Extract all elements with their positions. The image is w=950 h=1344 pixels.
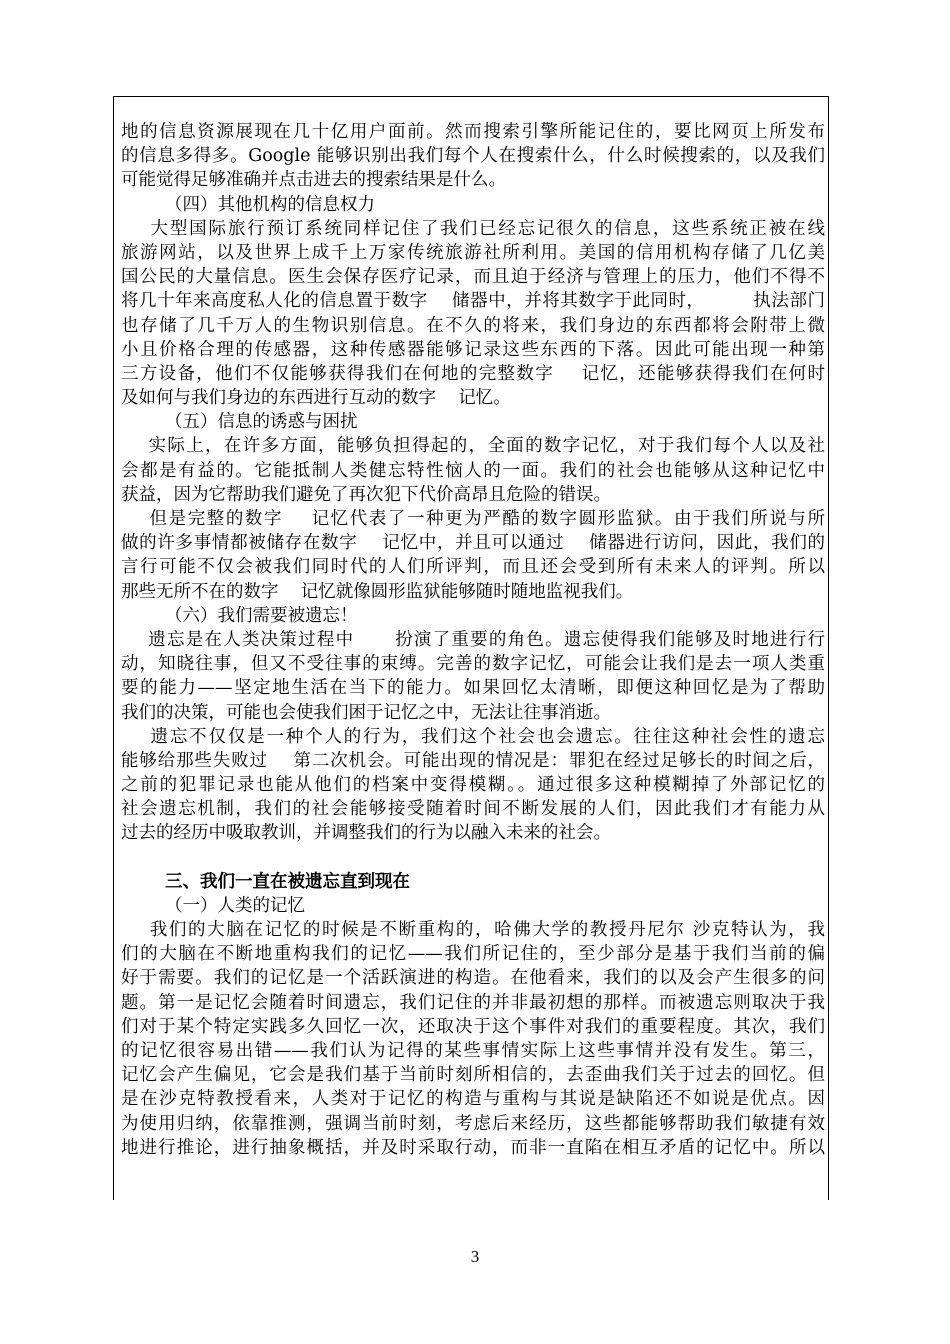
text-line: 是在沙克特教授看来，人类对于记忆的构造与重构与其说是缺陷还不如说是优点。因 bbox=[121, 1089, 825, 1110]
text-line: 实际上，在许多方面，能够负担得起的，全面的数字记忆，对于我们每个人以及社 bbox=[121, 436, 825, 457]
text-line: 遗忘不仅仅是一种个人的行为，我们这个社会也会遗忘。往往这种社会性的遗忘 bbox=[121, 726, 825, 747]
paragraph-forgetting-a bbox=[121, 628, 825, 725]
text-line: 题。第一是记忆会随着时间遗忘，我们记住的并非最初想的那样。而被遗忘则取决于我 bbox=[121, 992, 825, 1013]
text-line: 们对于某个特定实践多久回忆一次，还取决于这个事件对我们的重要程度。其次，我们 bbox=[121, 1016, 825, 1037]
text-line: 之前的犯罪记录也能从他们的档案中变得模糊。。通过很多这种模糊掉了外部记忆的 bbox=[121, 775, 825, 796]
text-line: 也存储了几千万人的生物识别信息。在不久的将来，我们身边的东西都将会附带上微 bbox=[121, 315, 825, 336]
text-line: 做的许多事情都被储存在数字 记忆中，并且可以通过 储器进行访问，因此，我们的 bbox=[121, 533, 825, 554]
text-line: 但是完整的数字 记忆代表了一种更为严酷的数字圆形监狱。由于我们所说与所 bbox=[121, 509, 825, 529]
text-line: 及如何与我们身边的东西进行互动的数字 记忆。 bbox=[121, 388, 511, 409]
text-line: 社会遗忘机制，我们的社会能够接受随着时间不断发展的人们，因此我们才有能力从 bbox=[121, 799, 825, 820]
heading-need-forgetting: （六）我们需要被遗忘！ bbox=[165, 605, 358, 626]
section-heading-3: 三、我们一直在被遗忘直到现在 bbox=[165, 871, 410, 892]
text-line: 动，知晓往事，但又不受往事的束缚。完善的数字记忆，可能会让我们是去一项人类重 bbox=[121, 654, 825, 675]
paragraph-human-memory bbox=[121, 918, 825, 1160]
document-body bbox=[121, 120, 825, 1160]
heading-temptation: （五）信息的诱惑与困扰 bbox=[165, 412, 358, 433]
text-line: 国公民的大量信息。医生会保存医疗记录，而且迫于经济与管理上的压力，他们不得不 bbox=[121, 267, 825, 288]
text-line: 要的能力——坚定地生活在当下的能力。如果回忆太清晰，即便这种回忆是为了帮助 bbox=[121, 678, 825, 699]
paragraph-forgetting-b bbox=[121, 725, 825, 846]
paragraph-temptation-b bbox=[121, 507, 825, 604]
text-line: 大型国际旅行预订系统同样记住了我们已经忘记很久的信息，这些系统正被在线 bbox=[121, 218, 825, 239]
text-line: 地进行推论，进行抽象概括，并及时采取行动，而非一直陷在相互矛盾的记忆中。所以 bbox=[121, 1137, 825, 1158]
blank-line bbox=[121, 846, 825, 870]
paragraph-other-institutions bbox=[121, 217, 825, 411]
text-line: 三方设备，他们不仅能够获得我们在何地的完整数字 记忆，还能够获得我们在何时 bbox=[121, 363, 825, 384]
text-line: 将几十年来高度私人化的信息置于数字 储器中，并将其数字于此同时， 执法部门 bbox=[121, 291, 825, 312]
text-line: 我们的决策，可能也会使我们困于记忆之中，无法让往事消逝。 bbox=[121, 702, 611, 723]
text-line: 能够给那些失败过 第二次机会。可能出现的情况是：罪犯在经过足够长的时间之后， bbox=[121, 750, 825, 771]
text-line: 记忆会产生偏见，它会是我们基于当前时刻所相信的，去歪曲我们关于过去的回忆。但 bbox=[121, 1065, 825, 1086]
text-line: 旅游网站，以及世界上成千上万家传统旅游社所利用。美国的信用机构存储了几亿美 bbox=[121, 242, 825, 263]
text-line: 获益，因为它帮助我们避免了再次犯下代价高昂且危险的错误。 bbox=[121, 484, 611, 505]
text-line: 的信息多得多。Google 能够识别出我们每个人在搜索什么，什么时候搜索的，以及我们 bbox=[121, 146, 825, 167]
heading-human-memory: （一）人类的记忆 bbox=[165, 895, 305, 916]
text-line: 小且价格合理的传感器，这种传感器能够记录这些东西的下落。因此可能出现一种第 bbox=[121, 339, 825, 360]
text-line: 过去的经历中吸取教训，并调整我们的行为以融入未来的社会。 bbox=[121, 823, 611, 844]
paragraph-temptation-a bbox=[121, 434, 825, 507]
page-number: 3 bbox=[470, 1247, 480, 1266]
text-line: 的记忆很容易出错——我们认为记得的某些事情实际上这些事情并没有发生。第三， bbox=[121, 1040, 825, 1061]
text-line: 我们的大脑在记忆的时候是不断重构的，哈佛大学的教授丹尼尔 沙克特认为，我 bbox=[121, 920, 825, 940]
text-line: 可能觉得足够准确并点击进去的搜索结果是什么。 bbox=[121, 170, 506, 191]
text-line: 地的信息资源展现在几十亿用户面前。然而搜索引擎所能记住的，要比网页上所发布 bbox=[121, 122, 825, 142]
text-line: 们的大脑在不断地重构我们的记忆——我们所记住的，至少部分是基于我们当前的偏 bbox=[121, 944, 825, 965]
heading-other-institutions: （四）其他机构的信息权力 bbox=[165, 194, 375, 215]
text-line: 好于需要。我们的记忆是一个活跃演进的构造。在他看来，我们的以及会产生很多的问 bbox=[121, 968, 825, 989]
text-line: 遗忘是在人类决策过程中 扮演了重要的角色。遗忘使得我们能够及时地进行行 bbox=[121, 629, 825, 650]
text-line: 为使用归纳，依靠推测，强调当前时刻，考虑后来经历，这些都能够帮助我们敏捷有效 bbox=[121, 1113, 825, 1134]
text-line: 那些无所不在的数字 记忆就像圆形监狱能够随时随地监视我们。 bbox=[121, 581, 634, 602]
text-line: 言行可能不仅会被我们同时代的人们所评判，而且还会受到所有未来人的评判。所以 bbox=[121, 557, 825, 578]
text-line: 会都是有益的。它能抵制人类健忘特性恼人的一面。我们的社会也能够从这种记忆中 bbox=[121, 460, 825, 481]
paragraph-section4-carry bbox=[121, 120, 825, 193]
